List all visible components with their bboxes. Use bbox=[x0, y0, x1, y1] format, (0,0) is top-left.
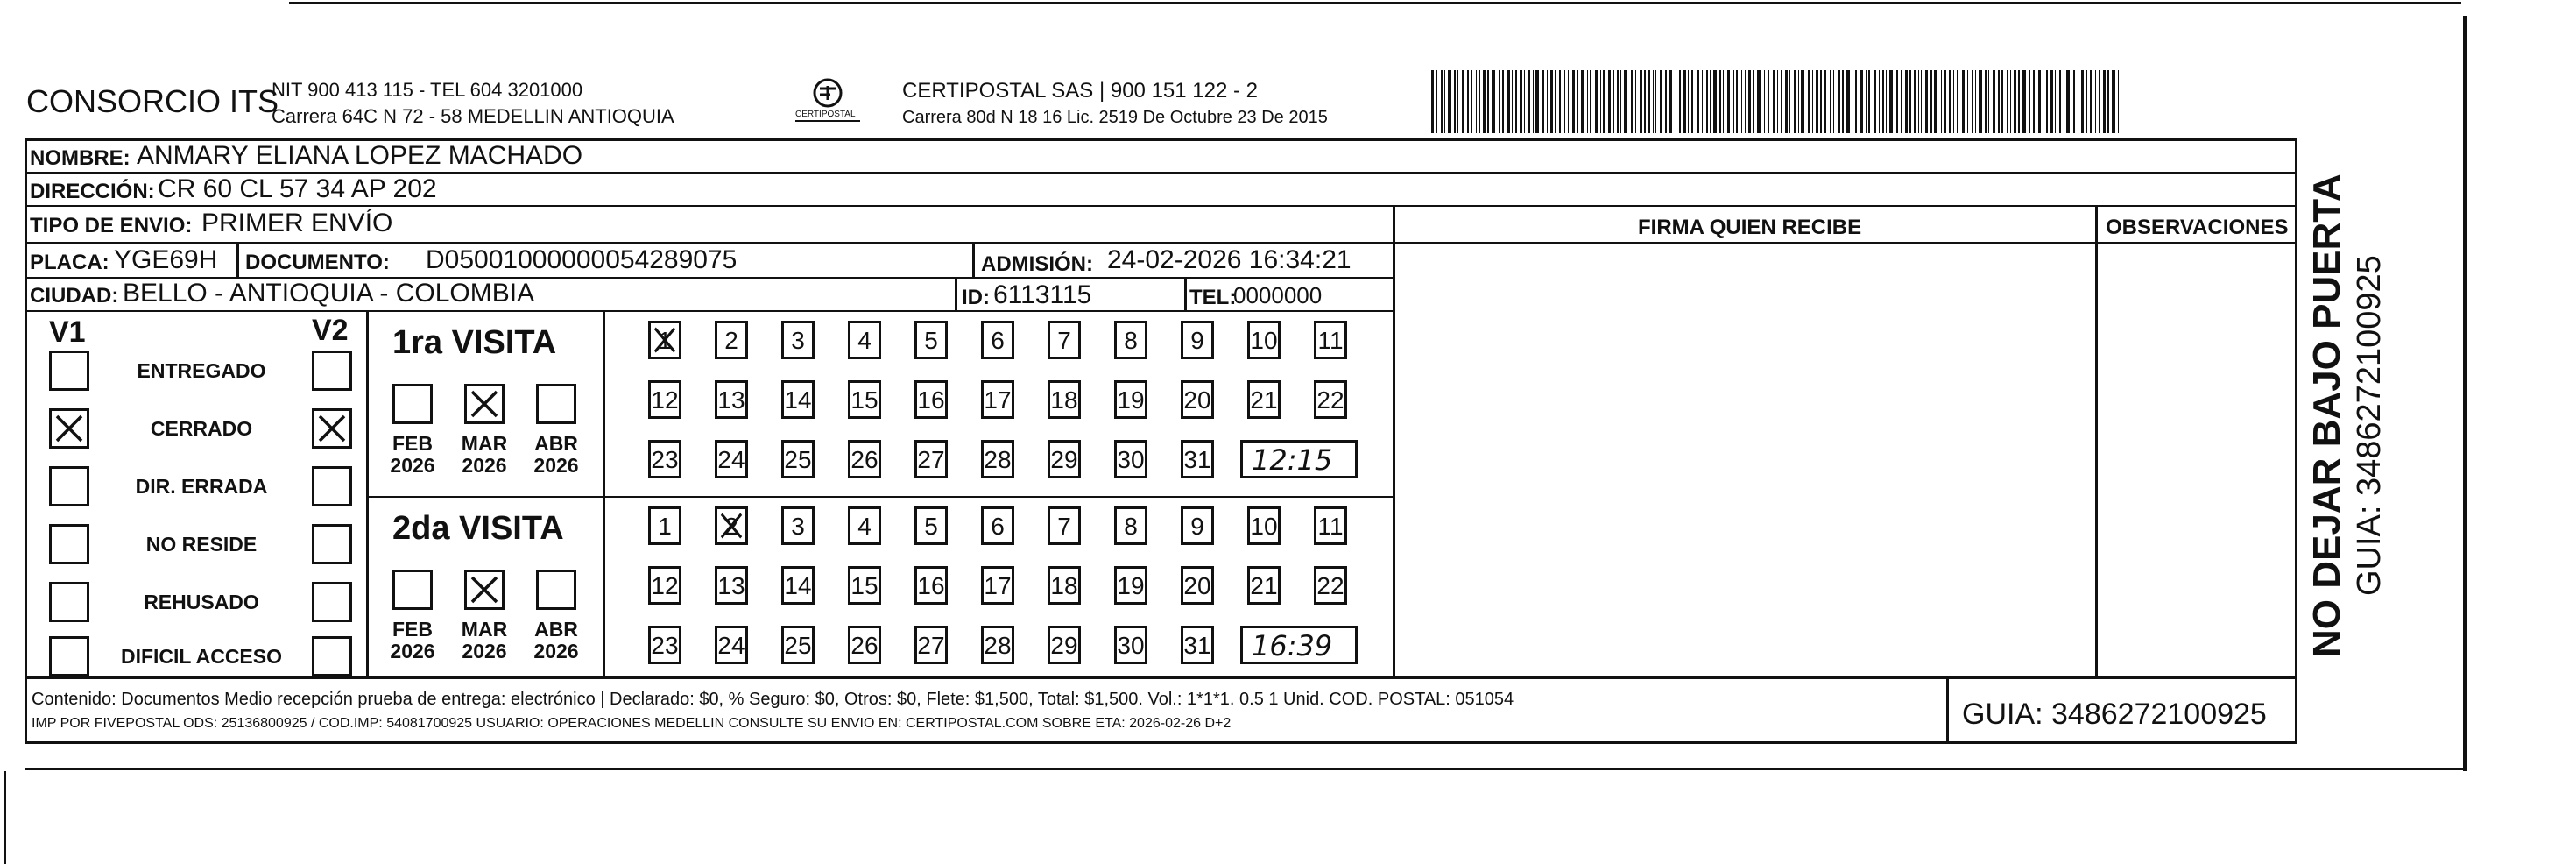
day-checkbox[interactable] bbox=[914, 566, 948, 605]
day-number: 4 bbox=[857, 327, 872, 354]
day-number: 18 bbox=[1050, 572, 1078, 599]
month-name: FEB bbox=[392, 432, 433, 455]
frame-left bbox=[4, 771, 6, 864]
barcode bbox=[1428, 70, 2128, 133]
day-number: 19 bbox=[1117, 572, 1145, 599]
day-checkbox[interactable] bbox=[1114, 506, 1147, 545]
day-checkbox[interactable] bbox=[715, 626, 748, 664]
day-number: 6 bbox=[991, 513, 1005, 540]
day-number: 17 bbox=[984, 572, 1012, 599]
day-number: 21 bbox=[1250, 386, 1278, 414]
day-number: 26 bbox=[850, 632, 879, 659]
month-year: 2026 bbox=[462, 640, 507, 663]
visit-time-field[interactable] bbox=[1240, 626, 1358, 664]
carrier-address: Carrera 80d N 18 16 Lic. 2519 De Octubre 23 De 2015 bbox=[902, 108, 1328, 127]
day-checkbox[interactable] bbox=[715, 321, 748, 359]
admission-value: 24-02-2026 16:34:21 bbox=[1107, 245, 1352, 274]
day-checkbox[interactable] bbox=[848, 440, 881, 478]
month-label bbox=[526, 433, 587, 478]
admission-label: ADMISIÓN: bbox=[981, 252, 1093, 276]
day-checkbox[interactable] bbox=[781, 626, 815, 664]
day-checkbox[interactable] bbox=[715, 380, 748, 419]
month-label bbox=[454, 433, 515, 478]
day-checkbox[interactable] bbox=[1114, 626, 1147, 664]
day-number: 12 bbox=[651, 386, 679, 414]
day-checkbox[interactable] bbox=[1247, 380, 1281, 419]
day-number: 12 bbox=[651, 572, 679, 599]
day-number: 24 bbox=[717, 446, 745, 473]
day-checkbox[interactable] bbox=[848, 566, 881, 605]
month-checkbox[interactable] bbox=[464, 570, 505, 610]
day-checkbox[interactable] bbox=[715, 566, 748, 605]
status-label: NO RESIDE bbox=[145, 533, 258, 556]
day-number: 10 bbox=[1250, 327, 1278, 354]
signature-header: FIRMA QUIEN RECIBE bbox=[1638, 216, 1862, 239]
document-value: D05001000000054289075 bbox=[426, 245, 738, 274]
day-checkbox[interactable] bbox=[1314, 321, 1347, 359]
day-checkbox[interactable] bbox=[914, 380, 948, 419]
day-number: 29 bbox=[1050, 632, 1078, 659]
day-number: 14 bbox=[784, 572, 812, 599]
day-number: 16 bbox=[917, 386, 945, 414]
day-number: 18 bbox=[1050, 386, 1078, 414]
logo-text: CERTIPOSTAL bbox=[795, 110, 856, 119]
row-line-3 bbox=[25, 242, 1394, 244]
shipping-type-label: TIPO DE ENVIO: bbox=[30, 214, 193, 237]
month-name: MAR bbox=[461, 432, 508, 455]
day-number: 1 bbox=[658, 513, 672, 540]
day-number: 15 bbox=[850, 572, 879, 599]
day-checkbox[interactable] bbox=[1181, 506, 1214, 545]
month-name: ABR bbox=[534, 618, 578, 641]
day-checkbox[interactable] bbox=[981, 380, 1014, 419]
recipient-name: ANMARY ELIANA LOPEZ MACHADO bbox=[137, 141, 583, 170]
day-number: 22 bbox=[1316, 386, 1344, 414]
tel-label: TEL: bbox=[1189, 286, 1237, 309]
company-nit: NIT 900 413 115 - TEL 604 3201000 bbox=[272, 79, 583, 101]
day-number: 29 bbox=[1050, 446, 1078, 473]
day-number: 27 bbox=[917, 632, 945, 659]
table-left bbox=[25, 138, 27, 743]
visit-time-field[interactable] bbox=[1240, 440, 1358, 478]
visit-separator bbox=[366, 496, 1394, 498]
day-checkbox[interactable] bbox=[648, 566, 681, 605]
day-checkbox[interactable] bbox=[781, 506, 815, 545]
day-number: 11 bbox=[1317, 513, 1344, 540]
day-checkbox[interactable] bbox=[981, 440, 1014, 478]
day-checkbox[interactable] bbox=[781, 440, 815, 478]
month-name: FEB bbox=[392, 618, 433, 641]
month-label bbox=[526, 619, 587, 663]
plate-label: PLACA: bbox=[30, 251, 109, 274]
status-label: ENTREGADO bbox=[137, 359, 266, 382]
visit-time: 16:39 bbox=[1252, 629, 1333, 662]
visit-title: 2da VISITA bbox=[392, 510, 564, 547]
footer-guia-divider bbox=[1946, 676, 1949, 743]
v2-header: V2 bbox=[312, 314, 349, 347]
city-value: BELLO - ANTIOQUIA - COLOMBIA bbox=[123, 279, 535, 308]
name-label: NOMBRE: bbox=[30, 146, 131, 170]
top-rule bbox=[289, 2, 2461, 4]
certipostal-logo bbox=[788, 75, 867, 128]
day-checkbox[interactable] bbox=[781, 566, 815, 605]
table-bottom bbox=[25, 741, 2297, 744]
observations-col-left bbox=[2095, 205, 2098, 678]
carrier-name: CERTIPOSTAL SAS | 900 151 122 - 2 bbox=[902, 79, 1258, 103]
day-checkbox[interactable] bbox=[648, 626, 681, 664]
footer-print-info: IMP POR FIVEPOSTAL ODS: 25136800925 / COD.IMP: 54081700925 USUARIO: OPERACIONES MEDELLIN CONSULTE SU ENVIO EN: CERTIPOSTAL.COM SOBRE ETA: 2026-02-26 D+2 bbox=[32, 716, 1232, 731]
day-checkbox[interactable] bbox=[1048, 440, 1081, 478]
day-number: 15 bbox=[850, 386, 879, 414]
recipient-address: CR 60 CL 57 34 AP 202 bbox=[158, 174, 437, 203]
status-label: DIFICIL ACCESO bbox=[120, 645, 282, 668]
day-number: 4 bbox=[857, 513, 872, 540]
day-number: 7 bbox=[1057, 327, 1071, 354]
day-checkbox[interactable] bbox=[1048, 321, 1081, 359]
v1-checkbox[interactable] bbox=[49, 408, 89, 449]
day-number: 2 bbox=[724, 327, 738, 354]
day-number: 9 bbox=[1190, 513, 1204, 540]
day-number: 13 bbox=[717, 386, 745, 414]
city-label: CIUDAD: bbox=[30, 284, 119, 308]
v1-header: V1 bbox=[49, 315, 86, 349]
frame-right bbox=[2463, 16, 2467, 771]
month-name: ABR bbox=[534, 432, 578, 455]
day-checkbox[interactable] bbox=[914, 440, 948, 478]
day-number: 5 bbox=[924, 513, 938, 540]
admission-divider bbox=[972, 244, 975, 277]
month-checkbox[interactable] bbox=[464, 384, 505, 424]
visit-title-divider bbox=[603, 310, 605, 678]
day-number: 11 bbox=[1317, 327, 1344, 354]
month-label bbox=[382, 619, 443, 663]
day-number: 28 bbox=[984, 446, 1012, 473]
day-checkbox[interactable] bbox=[1181, 380, 1214, 419]
status-label: DIR. ERRADA bbox=[135, 475, 268, 498]
day-number: 5 bbox=[924, 327, 938, 354]
month-year: 2026 bbox=[390, 454, 435, 478]
day-checkbox[interactable] bbox=[914, 626, 948, 664]
day-checkbox[interactable] bbox=[848, 380, 881, 419]
day-number: 8 bbox=[1124, 327, 1138, 354]
day-number: 22 bbox=[1316, 572, 1344, 599]
day-checkbox[interactable] bbox=[1048, 626, 1081, 664]
day-checkbox[interactable] bbox=[1114, 321, 1147, 359]
day-checkbox[interactable] bbox=[1114, 380, 1147, 419]
day-number: 3 bbox=[791, 513, 805, 540]
plate-value: YGE69H bbox=[114, 245, 218, 274]
day-number: 30 bbox=[1117, 446, 1145, 473]
v2-checkbox[interactable] bbox=[312, 466, 352, 506]
day-checkbox[interactable] bbox=[781, 321, 815, 359]
day-checkbox[interactable] bbox=[981, 626, 1014, 664]
month-checkbox[interactable] bbox=[392, 570, 433, 610]
footer-guia: GUIA: 3486272100925 bbox=[1962, 698, 2267, 731]
row-line-1 bbox=[25, 172, 2297, 174]
day-number: 28 bbox=[984, 632, 1012, 659]
day-number: 14 bbox=[784, 386, 812, 414]
month-year: 2026 bbox=[533, 454, 579, 478]
day-checkbox[interactable] bbox=[1114, 566, 1147, 605]
day-checkbox[interactable] bbox=[1048, 506, 1081, 545]
day-number: 2 bbox=[724, 513, 738, 540]
day-number: 26 bbox=[850, 446, 879, 473]
day-number: 31 bbox=[1183, 632, 1211, 659]
footer-top-line bbox=[25, 676, 2297, 679]
id-label: ID: bbox=[962, 286, 990, 309]
v2-checkbox[interactable] bbox=[312, 524, 352, 564]
id-divider bbox=[955, 277, 957, 310]
day-check-mark bbox=[717, 509, 745, 542]
day-checkbox[interactable] bbox=[981, 321, 1014, 359]
day-checkbox[interactable] bbox=[981, 566, 1014, 605]
day-checkbox[interactable] bbox=[1314, 380, 1347, 419]
day-checkbox[interactable] bbox=[648, 506, 681, 545]
day-number: 30 bbox=[1117, 632, 1145, 659]
visit-title: 1ra VISITA bbox=[392, 324, 557, 361]
month-checkbox[interactable] bbox=[536, 384, 576, 424]
day-checkbox[interactable] bbox=[1247, 321, 1281, 359]
day-checkbox[interactable] bbox=[1181, 321, 1214, 359]
v1-checkbox[interactable] bbox=[49, 351, 89, 391]
month-label bbox=[382, 433, 443, 478]
day-checkbox[interactable] bbox=[1247, 566, 1281, 605]
plate-divider bbox=[236, 242, 239, 277]
v1-checkbox[interactable] bbox=[49, 524, 89, 564]
month-year: 2026 bbox=[462, 454, 507, 478]
v2-checkbox[interactable] bbox=[312, 408, 352, 449]
day-checkbox[interactable] bbox=[848, 626, 881, 664]
day-number: 10 bbox=[1250, 513, 1278, 540]
day-number: 7 bbox=[1057, 513, 1071, 540]
day-checkbox[interactable] bbox=[848, 506, 881, 545]
footer-contents: Contenido: Documentos Medio recepción prueba de entrega: electrónico | Declarado: $0, % Seguro: $0, Otros: $0, Flete: $1,500, Total: $1,500. Vol.: 1*1*1. 0.5 1 Unid. COD. POSTAL: 051054 bbox=[32, 690, 1514, 709]
day-number: 31 bbox=[1183, 446, 1211, 473]
status-label: REHUSADO bbox=[144, 591, 259, 613]
day-number: 3 bbox=[791, 327, 805, 354]
observations-header: OBSERVACIONES bbox=[2106, 216, 2289, 239]
shipping-type: PRIMER ENVÍO bbox=[201, 209, 393, 237]
day-checkbox[interactable] bbox=[1181, 626, 1214, 664]
day-number: 8 bbox=[1124, 513, 1138, 540]
day-number: 21 bbox=[1250, 572, 1278, 599]
month-year: 2026 bbox=[390, 640, 435, 663]
frame-bottom bbox=[25, 768, 2465, 770]
day-checkbox[interactable] bbox=[848, 321, 881, 359]
day-number: 25 bbox=[784, 446, 812, 473]
day-number: 17 bbox=[984, 386, 1012, 414]
tel-value: 0000000 bbox=[1233, 282, 1323, 308]
day-number: 24 bbox=[717, 632, 745, 659]
day-checkbox[interactable] bbox=[1114, 440, 1147, 478]
day-number: 25 bbox=[784, 632, 812, 659]
month-name: MAR bbox=[461, 618, 508, 641]
v2-checkbox[interactable] bbox=[312, 582, 352, 622]
day-checkbox[interactable] bbox=[648, 321, 681, 359]
row-line-5 bbox=[25, 310, 1394, 312]
day-checkbox[interactable] bbox=[715, 506, 748, 545]
signature-col-left bbox=[1393, 205, 1395, 678]
visit-time: 12:15 bbox=[1252, 443, 1333, 477]
day-checkbox[interactable] bbox=[1181, 440, 1214, 478]
day-number: 20 bbox=[1183, 386, 1211, 414]
day-number: 9 bbox=[1190, 327, 1204, 354]
v1-checkbox[interactable] bbox=[49, 582, 89, 622]
day-checkbox[interactable] bbox=[1247, 506, 1281, 545]
address-label: DIRECCIÓN: bbox=[30, 180, 155, 203]
v2-checkbox[interactable] bbox=[312, 636, 352, 676]
header-col-line bbox=[1394, 242, 2297, 244]
day-checkbox[interactable] bbox=[715, 440, 748, 478]
day-checkbox[interactable] bbox=[648, 440, 681, 478]
day-number: 13 bbox=[717, 572, 745, 599]
day-checkbox[interactable] bbox=[1314, 506, 1347, 545]
day-checkbox[interactable] bbox=[781, 380, 815, 419]
day-checkbox[interactable] bbox=[1314, 566, 1347, 605]
month-checkbox[interactable] bbox=[392, 384, 433, 424]
day-number: 19 bbox=[1117, 386, 1145, 414]
day-checkbox[interactable] bbox=[914, 321, 948, 359]
company-address: Carrera 64C N 72 - 58 MEDELLIN ANTIOQUIA bbox=[272, 105, 674, 127]
month-label bbox=[454, 619, 515, 663]
v2-checkbox[interactable] bbox=[312, 351, 352, 391]
day-checkbox[interactable] bbox=[914, 506, 948, 545]
day-number: 20 bbox=[1183, 572, 1211, 599]
day-check-mark bbox=[651, 323, 679, 357]
day-checkbox[interactable] bbox=[981, 506, 1014, 545]
day-checkbox[interactable] bbox=[1048, 380, 1081, 419]
table-right bbox=[2295, 138, 2297, 743]
month-checkbox[interactable] bbox=[536, 570, 576, 610]
v1-checkbox[interactable] bbox=[49, 636, 89, 676]
row-line-2 bbox=[25, 205, 2297, 207]
day-number: 23 bbox=[651, 632, 679, 659]
company-name: CONSORCIO ITS bbox=[26, 83, 279, 119]
no-leave-under-door-notice: NO DEJAR BAJO PUERTA bbox=[2305, 174, 2348, 657]
v1-checkbox[interactable] bbox=[49, 466, 89, 506]
side-guia: GUIA: 3486272100925 bbox=[2351, 255, 2388, 596]
day-number: 1 bbox=[658, 327, 672, 354]
tel-divider bbox=[1184, 277, 1187, 310]
day-checkbox[interactable] bbox=[1048, 566, 1081, 605]
status-label: CERRADO bbox=[150, 417, 253, 440]
day-number: 23 bbox=[651, 446, 679, 473]
day-checkbox[interactable] bbox=[648, 380, 681, 419]
day-number: 6 bbox=[991, 327, 1005, 354]
day-number: 16 bbox=[917, 572, 945, 599]
id-value: 6113115 bbox=[993, 280, 1092, 309]
day-number: 27 bbox=[917, 446, 945, 473]
day-checkbox[interactable] bbox=[1181, 566, 1214, 605]
document-label: DOCUMENTO: bbox=[245, 251, 390, 274]
status-divider bbox=[366, 310, 369, 678]
month-year: 2026 bbox=[533, 640, 579, 663]
